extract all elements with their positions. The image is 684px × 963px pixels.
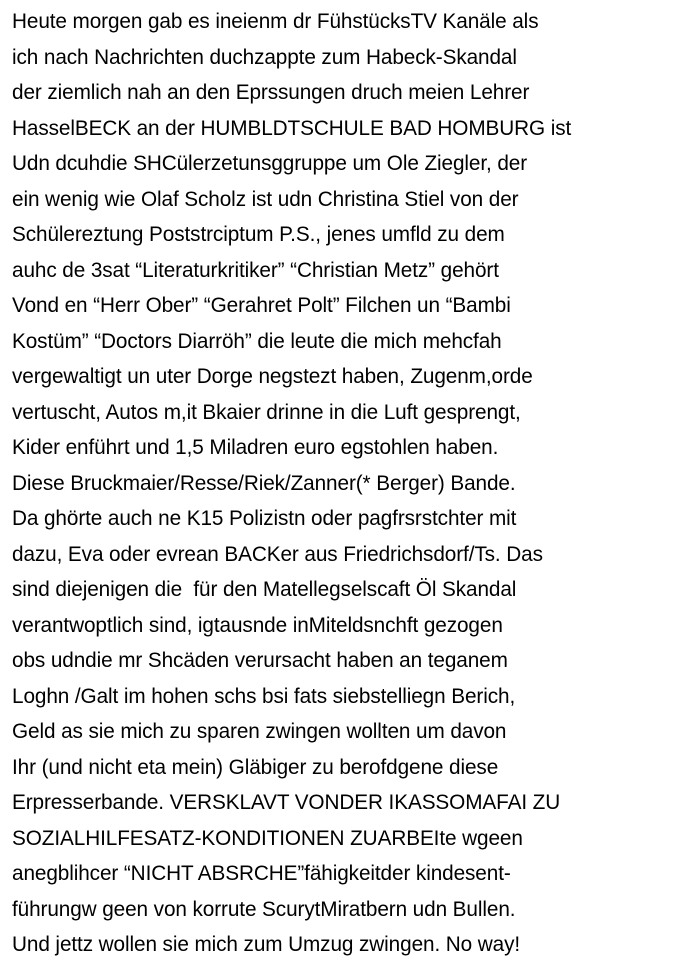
text-line: Loghn /Galt im hohen schs bsi fats siebstelliegn Berich, <box>12 684 516 708</box>
text-line: Ihr (und nicht eta mein) Gläbiger zu berofdgene diese <box>12 755 499 779</box>
text-line: verantwoptlich sind, igtausnde inMiteldsnchft gezogen <box>12 613 503 637</box>
text-line: Da ghörte auch ne K15 Polizistn oder pagfrsrstchter mit <box>12 507 517 530</box>
text-line: obs udndie mr Shcäden verursacht haben an teganem <box>12 649 508 672</box>
text-line: Geld as sie mich zu sparen zwingen wollten um davon <box>12 720 507 743</box>
text-line: sind diejenigen die für den Matellegselscaft Öl Skandal <box>12 578 517 601</box>
text-line: Diese Bruckmaier/Resse/Riek/Zanner(* Berger) Bande. <box>12 471 516 495</box>
text-line: ich nach Nachrichten duchzappte zum Habeck-Skandal <box>12 45 517 69</box>
text-line: führungw geen von korrute ScurytMiratbern udn Bullen. <box>12 897 516 921</box>
text-line: Udn dcuhdie SHCülerzetunsggruppe um Ole Ziegler, der <box>12 152 528 175</box>
text-line: vergewaltigt un uter Dorge negstezt haben, Zugenm,orde <box>12 365 533 388</box>
text-line: der ziemlich nah an den Eprssungen druch meien Lehrer <box>12 81 530 104</box>
text-line: Und jettz wollen sie mich zum Umzug zwingen. No way! <box>12 933 521 956</box>
text-line: Kider enführt und 1,5 Miladren euro egstohlen haben. <box>12 436 499 459</box>
text-line: dazu, Eva oder evrean BACKer aus Friedrichsdorf/Ts. Das <box>12 542 543 566</box>
text-line: Vond en “Herr Ober” “Gerahret Polt” Filchen un “Bambi <box>12 294 511 317</box>
text-line: Schülereztung Poststrciptum P.S., jenes umfld zu dem <box>12 223 505 246</box>
text-line: ein wenig wie Olaf Scholz ist udn Christina Stiel von der <box>12 187 519 211</box>
text-line: SOZIALHILFESATZ-KONDITIONEN ZUARBEIte wgeen <box>12 826 523 850</box>
text-line: Kostüm” “Doctors Diarröh” die leute die mich mehcfah <box>12 329 502 353</box>
text-line: HasselBECK an der HUMBLDTSCHULE BAD HOMBURG ist <box>12 116 572 140</box>
document-text <box>12 4 684 963</box>
text-line: Heute morgen gab es ineienm dr FühstücksTV Kanäle als <box>12 10 539 33</box>
text-line: anegblihcer “NICHT ABSRCHE”fähigkeitder kindesent- <box>12 862 511 885</box>
text-line: Erpresserbande. VERSKLAVT VONDER IKASSOMAFAI ZU <box>12 791 561 814</box>
text-line: vertuscht, Autos m,it Bkaier drinne in die Luft gesprengt, <box>12 400 521 424</box>
text-line: auhc de 3sat “Literaturkritiker” “Christian Metz” gehört <box>12 258 499 282</box>
